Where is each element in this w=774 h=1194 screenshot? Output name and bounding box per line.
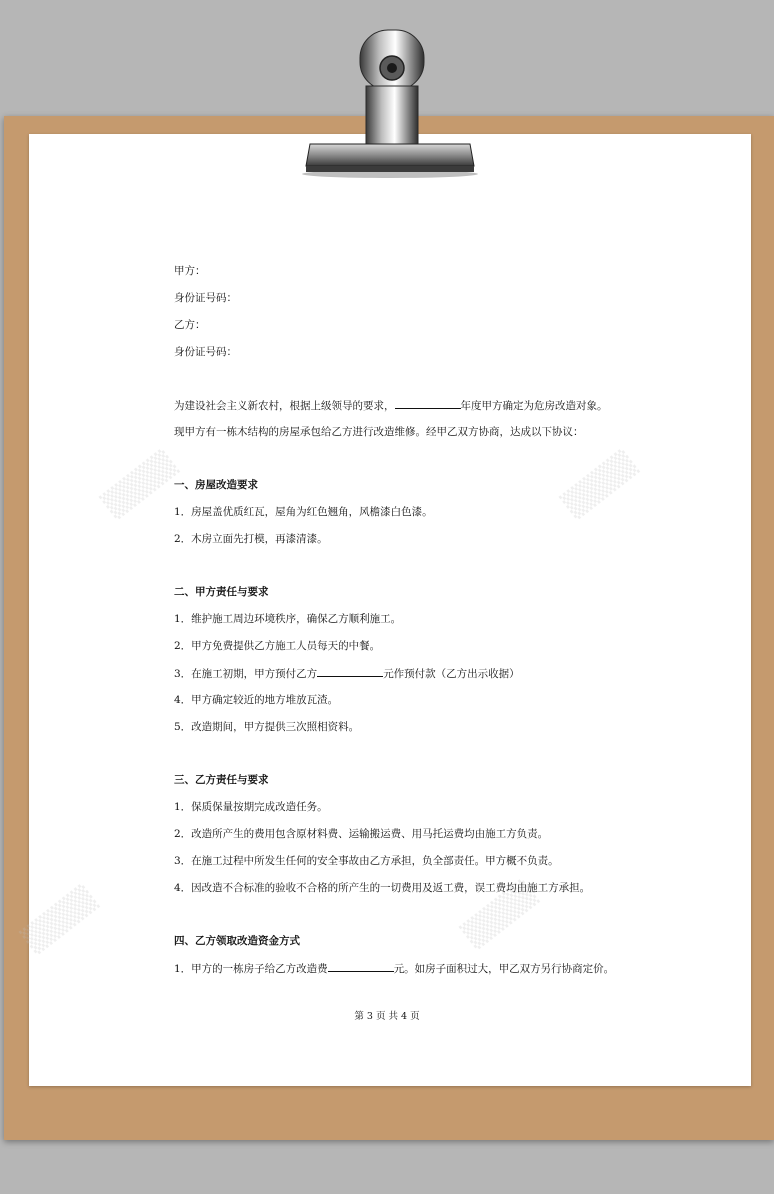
- party-b-label: 乙方：: [174, 319, 206, 331]
- intro-text-before: 为建设社会主义新农村，根据上级领导的要求，: [174, 400, 395, 412]
- section-4-item: [174, 959, 634, 986]
- prepay-text-after: 元作预付款（乙方出示收据）: [383, 668, 520, 680]
- section-3-item: 2．改造所产生的费用包含原材料费、运输搬运费、用马托运费均由施工方负责。: [174, 828, 549, 840]
- section-2-item: 5．改造期间，甲方提供三次照相资料。: [174, 721, 360, 733]
- watermark: ▒▒▒▒: [559, 448, 641, 522]
- section-4-title: 四、乙方领取改造资金方式: [174, 935, 300, 947]
- fee-text-before: 1．甲方的一栋房子给乙方改造费: [174, 963, 328, 975]
- watermark: ▒▒▒▒: [459, 878, 541, 952]
- section-2-item: 4．甲方确定较近的地方堆放瓦渣。: [174, 694, 339, 706]
- section-3-item: 4．因改造不合标准的验收不合格的所产生的一切费用及返工费，误工费均由施工方承担。: [174, 882, 591, 894]
- page-footer: 第 3 页 共 4 页: [354, 1011, 420, 1022]
- section-2-item: 2．甲方免费提供乙方施工人员每天的中餐。: [174, 640, 381, 652]
- section-2-item: [174, 664, 634, 691]
- party-b-id-label: 身份证号码：: [174, 346, 237, 358]
- fee-amount-blank: [328, 959, 394, 972]
- fee-text-after: 元。如房子面积过大，甲乙双方另行协商定价。: [393, 963, 615, 975]
- section-2-title: 二、甲方责任与要求: [174, 586, 269, 598]
- intro-line-2: 现甲方有一栋木结构的房屋承包给乙方进行改造维修。经甲乙双方协商，达成以下协议：: [174, 426, 584, 438]
- section-1-item: 2．木房立面先打模，再漆清漆。: [174, 533, 328, 545]
- section-3-item: 1．保质保量按期完成改造任务。: [174, 801, 328, 813]
- party-a-label: 甲方：: [174, 265, 206, 277]
- intro-line-1: [174, 396, 634, 423]
- prepay-amount-blank: [317, 664, 383, 677]
- year-blank: [395, 396, 461, 409]
- watermark: ▒▒▒▒: [19, 883, 101, 957]
- intro-text-after: 年度甲方确定为危房改造对象。: [460, 400, 608, 412]
- party-a-id-label: 身份证号码：: [174, 292, 237, 304]
- section-3-item: 3．在施工过程中所发生任何的安全事故由乙方承担，负全部责任。甲方概不负责。: [174, 855, 559, 867]
- binder-clip-icon: [300, 26, 480, 178]
- watermark: ▒▒▒▒: [99, 448, 181, 522]
- section-2-item: 1．维护施工周边环境秩序，确保乙方顺利施工。: [174, 613, 402, 625]
- section-1-item: 1．房屋盖优质红瓦，屋角为红色翘角，风檐漆白色漆。: [174, 506, 433, 518]
- section-1-title: 一、房屋改造要求: [174, 479, 258, 491]
- document-body: [174, 262, 634, 986]
- section-3-title: 三、乙方责任与要求: [174, 774, 269, 786]
- prepay-text-before: 3．在施工初期，甲方预付乙方: [174, 668, 318, 680]
